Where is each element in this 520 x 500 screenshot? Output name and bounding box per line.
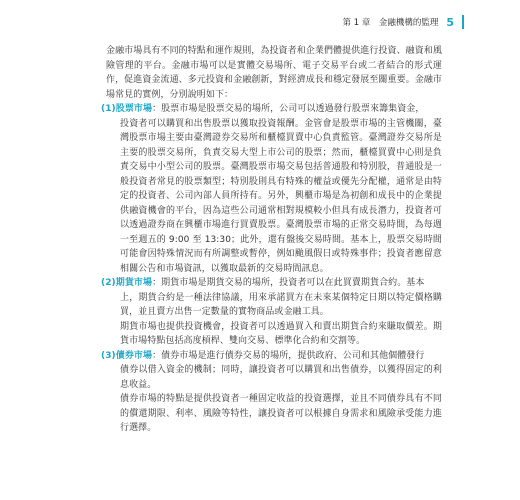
- section-paragraph: 上，期貨合約是一種法律協議，用來承諾買方在未來某個特定日期以特定價格購買，並且賣方出售一定數量的實物商品或金融工具。: [120, 292, 442, 317]
- section-marker: (3): [101, 350, 116, 361]
- intro-paragraph: 金融市場具有不同的特點和運作規則，為投資者和企業們體提供進行投資、融資和風險管理的平台。金融市場可以是實體交易場所、電子交易平台或二者結合的形式運作，促進資金流通、多元投資和金融創新，對經濟成長和穩定發展至關重要。金融市場常見的實例，分別說明如下：: [106, 46, 442, 100]
- section-bond-market: [101, 349, 442, 436]
- section-marker: (2): [101, 278, 116, 288]
- section-lead: ：股票市場是股票交易的場所，公司可以透過發行股票來籌集資金，: [152, 104, 425, 114]
- section-term: 債券市場: [115, 350, 153, 361]
- section-heading: [101, 349, 442, 364]
- section-heading: [101, 102, 442, 117]
- section-futures-market: [101, 276, 442, 349]
- section-marker: (1): [101, 104, 116, 114]
- running-header: [343, 14, 464, 30]
- section-lead: ：債券市場是進行債券交易的場所，提供政府、公司和其他個體發行: [152, 350, 425, 361]
- section-paragraph: 投資者可以購買和出售股票以獲取投資報酬。金管會是股票市場的主管機關，臺灣股票市場主要由臺灣證券交易所和櫃檯買賣中心負責監管。臺灣證券交易所是主要的股票交易所，負責交易大型上市公司的股票；然而，櫃檯買賣中心則是負責交易中小型公司的股票。臺灣股票市場交易包括普通股和特別股，普通股是一般投資者常見的股票類型；特別股則具有特殊的權益或優先分配權，通常是由特定的投資者、公司內部人員所持有。另外，興櫃市場是為初創和成長中的企業提供融資機會的平台，因為這些公司通常相對規模較小但具有成長潛力，投資者可以透過證券商在興櫃市場進行買賣股票。臺灣股票市場的正常交易時間，為每週一至週五的 9:00 至 13:30；此外，還有盤後交易時間。基本上，股票交易時間可能會因特殊情況而有所調整或暫停，例如颱風假日或特殊事件；投資者應留意相關公告和市場資訊，以獲取最新的交易時間訊息。: [120, 118, 442, 274]
- section-paragraph: 債券市場的特點是提供投資者一種固定收益的投資選擇，並且不同債券具有不同的償還期限、利率、風險等特性，讓投資者可以根據自身需求和風險承受能力進行選擇。: [120, 394, 442, 433]
- section-term: 期貨市場: [115, 278, 153, 288]
- chapter-title: 第 1 章 金融機構的監理: [342, 18, 439, 28]
- section-lead: ：期貨市場是期貨交易的場所，投資者可以在此買賣期貨合約。基本: [152, 278, 425, 288]
- section-heading: [101, 276, 442, 291]
- section-paragraph: 期貨市場也提供投資機會，投資者可以透過買入和賣出期貨合約來賺取價差。期貨市場特點包括高度槓桿、雙向交易、標準化合約和交割等。: [120, 321, 442, 346]
- page-number: 5: [446, 15, 454, 29]
- section-stock-market: [101, 102, 442, 276]
- header-accent-bar: [462, 15, 464, 29]
- page-body: [101, 44, 442, 436]
- section-paragraph: 債券以借入資金的機制；同時，讓投資者可以購買和出售債券，以獲得固定的利息收益。: [120, 365, 442, 390]
- section-term: 股票市場: [115, 104, 153, 114]
